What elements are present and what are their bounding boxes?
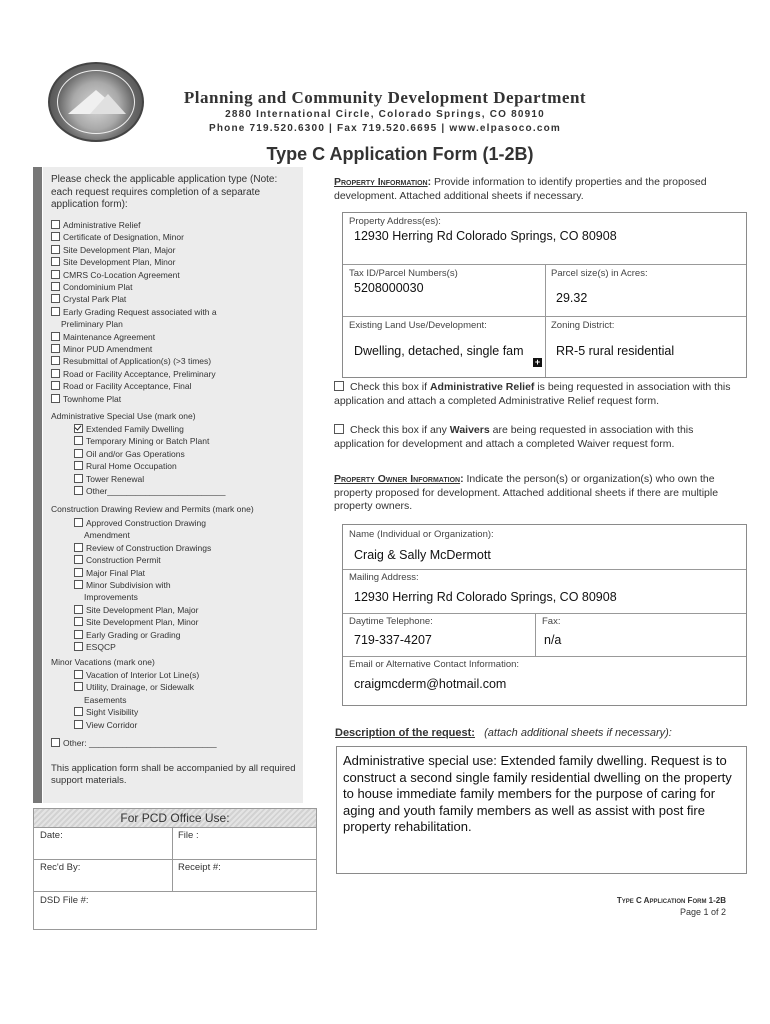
description-hint: (attach additional sheets if necessary):	[484, 727, 672, 739]
construction-checkbox[interactable]	[74, 617, 83, 626]
application-type-option-label: Road or Facility Acceptance, Preliminary	[63, 368, 216, 379]
property-information-intro	[334, 176, 734, 203]
construction-option[interactable]	[51, 629, 211, 641]
pcd-office-use-box	[33, 808, 317, 930]
property-address-field[interactable]: 12930 Herring Rd Colorado Springs, CO 80908	[354, 229, 617, 243]
construction-checkbox[interactable]	[74, 518, 83, 527]
pcd-heading: For PCD Office Use:	[34, 809, 316, 827]
owner-name-field[interactable]: Craig & Sally McDermott	[354, 548, 491, 562]
application-type-option-label: Certificate of Designation, Minor	[63, 232, 184, 243]
application-type-option-label: Minor PUD Amendment	[63, 344, 153, 355]
admin-special-use-option[interactable]	[51, 435, 225, 447]
department-name: Planning and Community Development Department	[183, 88, 587, 107]
land-use-field[interactable]: Dwelling, detached, single fam	[354, 344, 524, 358]
other-label: Other: ___________________________	[63, 738, 217, 748]
application-type-option-label: Resubmittal of Application(s) (>3 times)	[63, 356, 212, 367]
construction-option-label: Major Final Plat	[86, 567, 146, 578]
fax-label: Fax:	[542, 616, 561, 627]
owner-info-box	[342, 524, 747, 706]
construction-checkbox[interactable]	[74, 605, 83, 614]
mailing-address-label: Mailing Address:	[349, 572, 419, 583]
tax-id-label: Tax ID/Parcel Numbers(s)	[349, 268, 458, 279]
construction-list	[51, 517, 211, 653]
application-type-option-label: Crystal Park Plat	[63, 294, 127, 305]
owner-heading-colon: :	[460, 473, 467, 485]
application-type-option-label: Condominium Plat	[63, 282, 133, 293]
construction-option[interactable]	[51, 517, 211, 529]
construction-checkbox[interactable]	[74, 568, 83, 577]
application-type-checkbox[interactable]	[51, 356, 60, 365]
application-type-checkbox[interactable]	[51, 307, 60, 316]
application-type-checkbox[interactable]	[51, 232, 60, 241]
application-type-option[interactable]	[51, 368, 217, 380]
application-type-option[interactable]	[51, 380, 217, 392]
other-option[interactable]	[51, 738, 217, 748]
admin-special-use-checkbox[interactable]	[74, 461, 83, 470]
admin-special-use-option[interactable]	[51, 460, 225, 472]
vacation-option-label: Vacation of Interior Lot Line(s)	[86, 670, 200, 680]
pcd-file-label: File :	[178, 830, 199, 841]
description-text: Administrative special use: Extended family dwelling. Request is to construct a second single family residential dwelling on the property to house immediate family members for the purpose of caring for aging and youth family members as well as assist with post fire property rehabilitation.	[343, 753, 732, 834]
admin-special-use-list	[51, 423, 225, 497]
zoning-field[interactable]: RR-5 rural residential	[556, 344, 675, 358]
support-materials-note: This application form shall be accompanied by all required support materials.	[51, 763, 296, 786]
application-type-checkbox[interactable]	[51, 369, 60, 378]
construction-option	[51, 591, 211, 603]
application-type-option[interactable]	[51, 269, 217, 281]
admin-special-use-option-label: Temporary Mining or Batch Plant	[86, 436, 210, 447]
application-type-option[interactable]	[51, 355, 217, 367]
department-contact	[0, 123, 770, 134]
application-type-option-continuation: Preliminary Plan	[61, 319, 123, 330]
other-checkbox[interactable]	[51, 738, 60, 747]
owner-information-intro	[334, 473, 734, 514]
application-type-checkbox[interactable]	[51, 394, 60, 403]
application-type-checkbox[interactable]	[51, 332, 60, 341]
vacation-option	[51, 694, 199, 706]
admin-special-use-option[interactable]	[51, 473, 225, 485]
owner-divider	[343, 656, 746, 657]
waivers-check[interactable]	[334, 424, 734, 451]
property-divider-vertical	[545, 264, 546, 377]
vacation-option[interactable]	[51, 719, 199, 731]
construction-option-label: Approved Construction Drawing	[86, 518, 207, 528]
admin-special-use-option-label: Tower Renewal	[86, 473, 145, 484]
application-type-checkbox[interactable]	[51, 257, 60, 266]
land-use-label: Existing Land Use/Development:	[349, 320, 487, 331]
email-label: Email or Alternative Contact Information:	[349, 659, 520, 670]
description-label: Description of the request:	[335, 727, 475, 739]
department-address: 2880 International Circle, Colorado Springs, CO 80910	[225, 109, 545, 120]
admin-special-use-checkbox[interactable]	[74, 474, 83, 483]
application-type-option	[51, 318, 217, 330]
application-type-option[interactable]	[51, 219, 217, 231]
application-type-option[interactable]	[51, 256, 217, 268]
construction-option-label: Early Grading or Grading	[86, 629, 181, 640]
admin-special-use-checkbox[interactable]	[74, 436, 83, 445]
pcd-divider	[34, 891, 316, 892]
property-info-box	[342, 212, 747, 378]
admin-relief-checkbox[interactable]	[334, 381, 344, 391]
expand-plus-icon[interactable]: +	[534, 357, 541, 367]
property-address-label: Property Address(es):	[349, 216, 441, 227]
application-type-option-label: Site Development Plan, Major	[63, 244, 176, 255]
admin-special-use-option-label: Extended Family Dwelling	[86, 424, 184, 434]
application-type-checkbox[interactable]	[51, 220, 60, 229]
construction-option-continuation: Improvements	[84, 592, 138, 603]
application-type-option-label: Townhome Plat	[63, 393, 122, 404]
admin-special-use-option-label: Other_________________________	[86, 486, 226, 497]
form-title: Type C Application Form (1-2B)	[266, 144, 534, 164]
property-information-heading: Property Information	[334, 176, 428, 188]
owner-divider	[343, 569, 746, 570]
telephone-field[interactable]: 719-337-4207	[354, 633, 432, 647]
application-type-option-label: Administrative Relief	[63, 220, 141, 230]
application-type-checkbox[interactable]	[51, 270, 60, 279]
vacation-checkbox[interactable]	[74, 720, 83, 729]
construction-option[interactable]	[51, 554, 211, 566]
application-type-list	[51, 219, 217, 405]
vacations-heading: Minor Vacations (mark one)	[51, 657, 155, 667]
construction-option-label: Site Development Plan, Minor	[86, 617, 199, 628]
admin-special-use-checkbox[interactable]	[74, 424, 83, 433]
admin-special-use-checkbox[interactable]	[74, 449, 83, 458]
admin-relief-check[interactable]	[334, 381, 734, 408]
admin-special-use-option[interactable]	[51, 485, 225, 497]
application-type-option[interactable]	[51, 231, 217, 243]
owner-divider-vertical	[535, 613, 536, 656]
vacation-checkbox[interactable]	[74, 682, 83, 691]
footer-form-name: Type C Application Form 1-2B	[616, 896, 726, 905]
pcd-recd-by-label: Rec'd By:	[40, 862, 81, 873]
waivers-checkbox[interactable]	[334, 424, 344, 434]
owner-divider	[343, 613, 746, 614]
phone-fax: Phone 719.520.6300 | Fax 719.520.6695 |	[208, 123, 450, 134]
pcd-divider	[34, 827, 316, 828]
construction-option-label: Review of Construction Drawings	[86, 542, 212, 553]
construction-heading: Construction Drawing Review and Permits (mark one)	[51, 504, 254, 514]
email-field[interactable]: craigmcderm@hotmail.com	[354, 677, 507, 691]
vacation-option-continuation: Easements	[84, 694, 127, 705]
construction-option[interactable]	[51, 604, 211, 616]
tax-id-field[interactable]: 5208000030	[354, 281, 424, 295]
description-textarea[interactable]	[336, 746, 747, 874]
admin-special-use-heading: Administrative Special Use (mark one)	[51, 411, 196, 421]
construction-checkbox[interactable]	[74, 580, 83, 589]
website-link[interactable]: www.elpasoco.com	[449, 123, 562, 134]
application-type-checkbox[interactable]	[51, 245, 60, 254]
application-type-checkbox[interactable]	[51, 294, 60, 303]
vacation-option[interactable]	[51, 706, 199, 718]
application-type-option[interactable]	[51, 293, 217, 305]
application-type-option[interactable]	[51, 281, 217, 293]
footer-page-number: Page 1 of 2	[679, 907, 726, 917]
admin-relief-pre: Check this box if	[350, 381, 430, 393]
admin-relief-bold: Administrative Relief	[429, 381, 535, 393]
construction-option[interactable]	[51, 579, 211, 591]
pcd-divider-vertical	[172, 827, 173, 891]
vacation-option[interactable]	[51, 669, 199, 681]
fax-field[interactable]: n/a	[544, 633, 562, 647]
construction-checkbox[interactable]	[74, 555, 83, 564]
owner-information-text: Indicate the person(s) or organization(s) who own the property proposed for development. Attached additional sheets if there are multiple property owners.	[334, 473, 719, 512]
application-type-option-label: Road or Facility Acceptance, Final	[63, 381, 192, 392]
waivers-bold: Waivers	[449, 424, 490, 436]
construction-option[interactable]	[51, 616, 211, 628]
telephone-label: Daytime Telephone:	[349, 616, 433, 627]
construction-option-continuation: Amendment	[84, 530, 130, 541]
admin-relief-post: is being requested in association with this application and attach a completed Administrative Relief request form.	[334, 381, 731, 407]
left-column-bar	[33, 167, 42, 803]
owner-name-label: Name (Individual or Organization):	[349, 529, 494, 540]
pcd-receipt-label: Receipt #:	[178, 862, 221, 873]
waivers-post: are being requested in association with this application for development and attach a completed Waiver request form.	[334, 424, 694, 450]
application-type-checkbox[interactable]	[51, 282, 60, 291]
zoning-label: Zoning District:	[551, 320, 615, 331]
vacation-option-label: Sight Visibility	[86, 707, 139, 718]
admin-special-use-option-label: Rural Home Occupation	[86, 461, 177, 472]
application-type-option[interactable]	[51, 331, 217, 343]
pcd-dsd-file-label: DSD File #:	[40, 895, 89, 906]
construction-checkbox[interactable]	[74, 630, 83, 639]
vacation-option[interactable]	[51, 681, 199, 693]
application-type-option-label: Site Development Plan, Minor	[63, 257, 176, 268]
application-type-option-label: CMRS Co-Location Agreement	[63, 269, 180, 280]
vacations-list	[51, 669, 199, 731]
admin-special-use-checkbox[interactable]	[74, 486, 83, 495]
admin-special-use-option[interactable]	[51, 423, 225, 435]
construction-checkbox[interactable]	[74, 642, 83, 651]
construction-option-label: Site Development Plan, Major	[86, 604, 199, 615]
construction-option[interactable]	[51, 641, 211, 653]
vacation-checkbox[interactable]	[74, 707, 83, 716]
waivers-pre: Check this box if any	[350, 424, 450, 436]
construction-option[interactable]	[51, 542, 211, 554]
construction-option	[51, 529, 211, 541]
construction-option[interactable]	[51, 567, 211, 579]
property-information-text: Provide information to identify properties and the proposed development. Attached additional sheets if necessary.	[334, 176, 707, 202]
application-type-intro: Please check the applicable application type (Note: each request requires completion of a separate application form):	[51, 174, 278, 210]
owner-information-heading: Property Owner Information	[334, 473, 461, 485]
application-type-option[interactable]	[51, 244, 217, 256]
parcel-size-field[interactable]: 29.32	[556, 291, 588, 305]
pcd-date-label: Date:	[40, 830, 63, 841]
pcd-divider	[34, 859, 316, 860]
description-heading	[335, 727, 672, 739]
application-type-checkbox[interactable]	[51, 381, 60, 390]
application-type-option-label: Early Grading Request associated with a	[63, 306, 217, 317]
application-type-option[interactable]	[51, 393, 217, 405]
construction-checkbox[interactable]	[74, 543, 83, 552]
construction-option-label: ESQCP	[86, 642, 116, 653]
mailing-address-field[interactable]: 12930 Herring Rd Colorado Springs, CO 80908	[354, 590, 617, 604]
application-type-option[interactable]	[51, 343, 217, 355]
vacation-checkbox[interactable]	[74, 670, 83, 679]
admin-special-use-option-label: Oil and/or Gas Operations	[86, 448, 185, 459]
construction-option-label: Minor Subdivision with	[86, 580, 171, 591]
application-type-option[interactable]	[51, 306, 217, 318]
application-type-checkbox[interactable]	[51, 344, 60, 353]
vacation-option-label: View Corridor	[86, 719, 138, 730]
property-heading-colon: :	[427, 176, 435, 188]
construction-option-label: Construction Permit	[86, 555, 161, 566]
parcel-size-label: Parcel size(s) in Acres:	[551, 268, 648, 279]
admin-special-use-option[interactable]	[51, 448, 225, 460]
vacation-option-label: Utility, Drainage, or Sidewalk	[86, 682, 195, 693]
application-type-option-label: Maintenance Agreement	[63, 331, 156, 342]
